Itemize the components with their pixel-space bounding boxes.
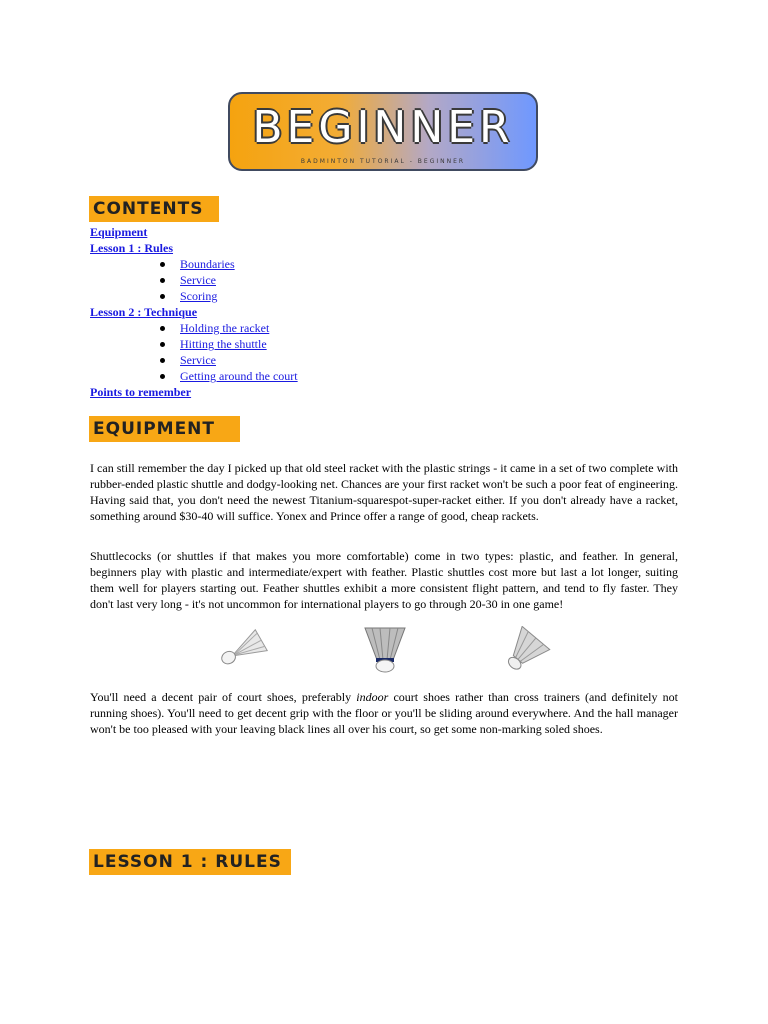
- toc-link-holding-racket[interactable]: Holding the racket: [180, 321, 270, 335]
- toc-lesson1-list: [90, 256, 298, 304]
- toc-link-scoring[interactable]: Scoring: [180, 289, 218, 303]
- shoes-text-emphasis: indoor: [356, 690, 389, 704]
- shuttlecock-side-image: [210, 624, 270, 674]
- toc-link-service-technique[interactable]: Service: [180, 353, 216, 367]
- equipment-paragraph-shuttles: Shuttlecocks (or shuttles if that makes you more comfortable) come in two types: plastic, and feather. In general, beginners play with plastic and intermediate/expert with feather. Plastic shuttles cost more but last a lot longer, suiting them well for players starting out. Feather shuttles exhibit a more consistent flight pattern, and tend to fly faster. They don't last very long - it's not uncommon for international players to go through 20-30 in one game!: [90, 549, 678, 611]
- contents-heading: CONTENTS: [89, 196, 219, 222]
- shuttlecock-angled-image: [495, 626, 555, 676]
- list-item: [180, 352, 298, 368]
- toc-link-boundaries[interactable]: Boundaries: [180, 257, 235, 271]
- toc-link-hitting-shuttle[interactable]: Hitting the shuttle: [180, 337, 267, 351]
- list-item: [180, 256, 298, 272]
- toc-link-getting-around[interactable]: Getting around the court: [180, 369, 298, 383]
- lesson1-heading: LESSON 1 : RULES: [89, 849, 291, 875]
- shuttlecock-upright-image: [360, 624, 410, 674]
- toc-lesson2-list: [90, 320, 298, 384]
- toc-link-service[interactable]: Service: [180, 273, 216, 287]
- banner-title: BEGINNER: [252, 102, 514, 153]
- shoes-text-end: court shoes rather than cross trainers (and definitely not running shoes). You'll need to get decent grip with the floor or you'll be sliding around everywhere. And the hall manager won't be too pleased with your leaving black lines all over his court, so get some non-marking soled shoes.: [90, 690, 678, 736]
- toc-link-equipment[interactable]: Equipment: [90, 225, 148, 239]
- table-of-contents: [90, 224, 298, 400]
- list-item: [180, 336, 298, 352]
- equipment-paragraph-shoes: [90, 689, 678, 737]
- list-item: [180, 368, 298, 384]
- shoes-text-start: You'll need a decent pair of court shoes, preferably: [90, 690, 357, 704]
- banner-subtitle: BADMINTON TUTORIAL - BEGINNER: [300, 158, 466, 165]
- equipment-paragraph-racket: I can still remember the day I picked up that old steel racket with the plastic strings - it came in a set of two complete with rubber-ended plastic shuttle and dodgy-looking net. Chances are your first racket won't be such a poor feat of engineering. Having said that, you don't need the newest Titanium-squarespot-super-racket either. If you don't already have a racket, something around $30-40 will suffice. Yonex and Prince offer a range of good, cheap rackets.: [90, 461, 678, 523]
- toc-link-points[interactable]: Points to remember: [90, 385, 192, 399]
- beginner-banner: [228, 92, 538, 171]
- toc-link-lesson2[interactable]: Lesson 2 : Technique: [90, 305, 198, 319]
- equipment-heading: EQUIPMENT: [89, 416, 240, 442]
- list-item: [180, 288, 298, 304]
- list-item: [180, 320, 298, 336]
- toc-link-lesson1[interactable]: Lesson 1 : Rules: [90, 241, 174, 255]
- list-item: [180, 272, 298, 288]
